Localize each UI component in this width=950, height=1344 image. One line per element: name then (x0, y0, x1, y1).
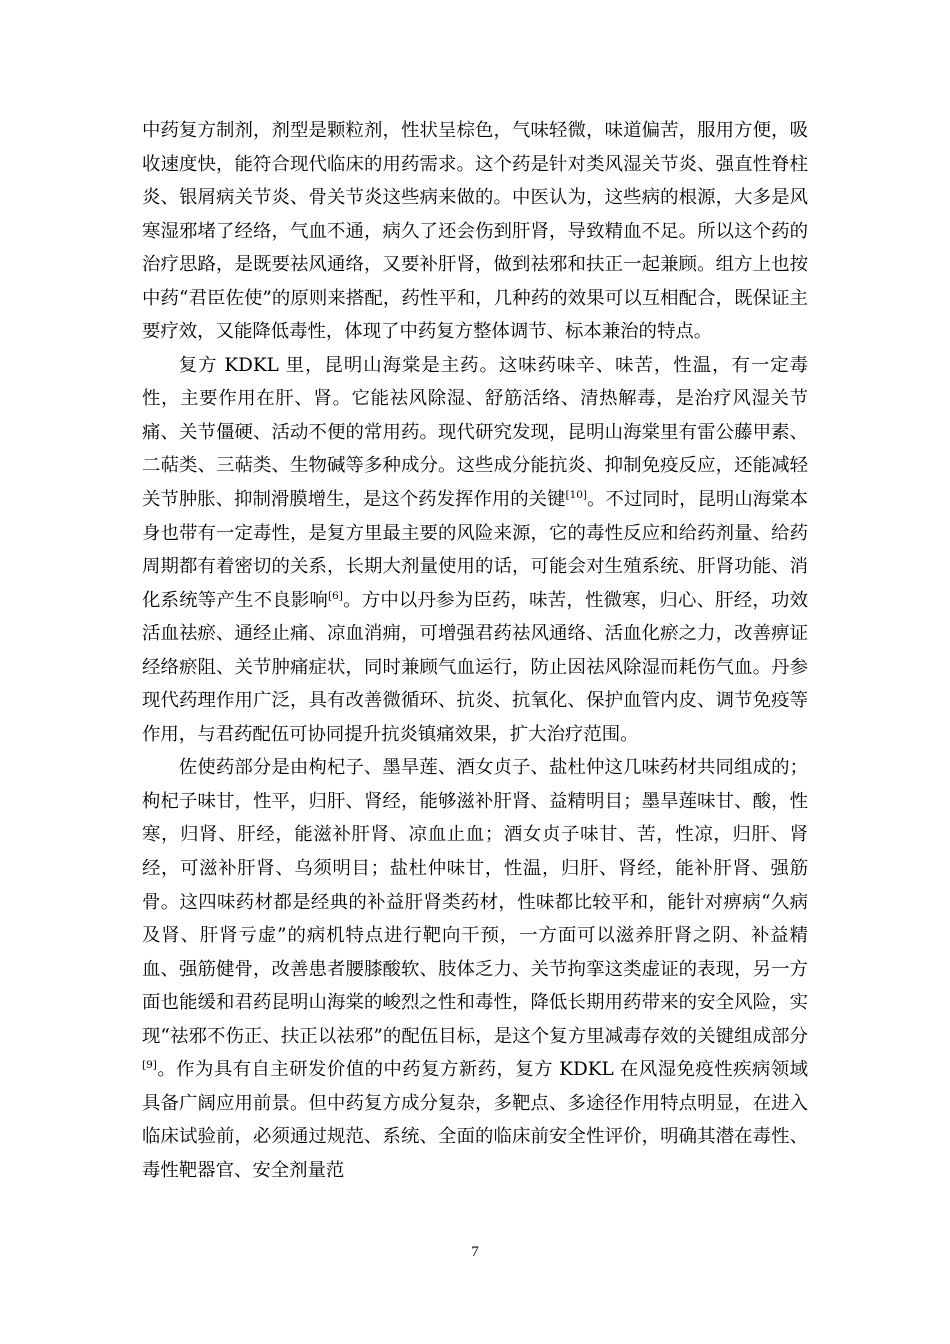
paragraph-text: 中药复方制剂，剂型是颗粒剂，性状呈棕色，气味轻微，味道偏苦，服用方便，吸收速度快，能符合现代临床的用药需求。这个药是针对类风湿关节炎、强直性脊柱炎、银屑病关节炎、骨关节炎这些病来做的。中医认为，这些病的根源，大多是风寒湿邪堵了经络，气血不通，病久了还会伤到肝肾，导致精血不足。所以这个药的治疗思路，是既要祛风通络，又要补肝肾，做到祛邪和扶正一起兼顾。组方上也按中药“君臣佐使”的原则来搭配，药性平和，几种药的效果可以互相配合，既保证主要疗效，又能降低毒性，体现了中药复方整体调节、标本兼治的特点。 (142, 120, 808, 343)
page-number: 7 (471, 1244, 479, 1260)
citation-ref: [10] (565, 488, 588, 501)
paragraph-1 (142, 114, 808, 349)
paragraph-3 (142, 751, 808, 1187)
paragraph-text: 复方 KDKL 里，昆明山海棠是主药。这味药味辛、味苦，性温，有一定毒性，主要作用在肝、肾。它能祛风除湿、舒筋活络、清热解毒，是治疗风湿关节痛、关节僵硬、活动不便的常用药。现代研究发现，昆明山海棠里有雷公藤甲素、二萜类、三萜类、生物碱等多种成分。这些成分能抗炎、抑制免疫反应，还能减轻关节肿胀、抑制滑膜增生，是这个药发挥作用的关键 (142, 354, 808, 511)
citation-ref: [9] (142, 1059, 157, 1072)
paragraph-text: 。不过同时，昆明山海棠本身也带有一定毒性，是复方里最主要的风险来源，它的毒性反应和给药剂量、给药周期都有着密切的关系，长期大剂量使用的话，可能会对生殖系统、肝肾功能、消化系统等产生不良影响 (142, 489, 808, 611)
paragraph-text: 佐使药部分是由枸杞子、墨旱莲、酒女贞子、盐杜仲这几味药材共同组成的；枸杞子味甘，性平，归肝、肾经，能够滋补肝肾、益精明目；墨旱莲味甘、酸，性寒，归肾、肝经，能滋补肝肾、凉血止血；酒女贞子味甘、苦，性凉，归肝、肾经，可滋补肝肾、乌须明目；盐杜仲味甘，性温，归肝、肾经，能补肝肾、强筋骨。这四味药材都是经典的补益肝肾类药材，性味都比较平和，能针对痹病“久病及肾、肝肾亏虚”的病机特点进行靶向干预，一方面可以滋养肝肾之阴、补益精血、强筋健骨，改善患者腰膝酸软、肢体乏力、关节拘挛这类虚证的表现，另一方面也能缓和君药昆明山海棠的峻烈之性和毒性，降低长期用药带来的安全风险，实现“祛邪不伤正、扶正以祛邪”的配伍目标，是这个复方里减毒存效的关键组成部分 (142, 757, 808, 1047)
paragraph-text: 。方中以丹参为臣药，味苦，性微寒，归心、肝经，功效活血祛瘀、通经止痛、凉血消痈，可增强君药祛风通络、活血化瘀之力，改善痹证经络瘀阻、关节肿痛症状，同时兼顾气血运行，防止因祛风除湿而耗伤气血。丹参现代药理作用广泛，具有改善微循环、抗炎、抗氧化、保护血管内皮、调节免疫等作用，与君药配伍可协同提升抗炎镇痛效果，扩大治疗范围。 (142, 589, 808, 745)
body-text (142, 114, 808, 1188)
paragraph-text: 。作为具有自主研发价值的中药复方新药，复方 KDKL 在风湿免疫性疾病领域具备广阔应用前景。但中药复方成分复杂，多靶点、多途径作用特点明显，在进入临床试验前，必须通过规范、系统、全面的临床前安全性评价，明确其潜在毒性、毒性靶器官、安全剂量范 (142, 1059, 808, 1181)
paragraph-2 (142, 349, 808, 752)
citation-ref: [6] (328, 589, 343, 602)
